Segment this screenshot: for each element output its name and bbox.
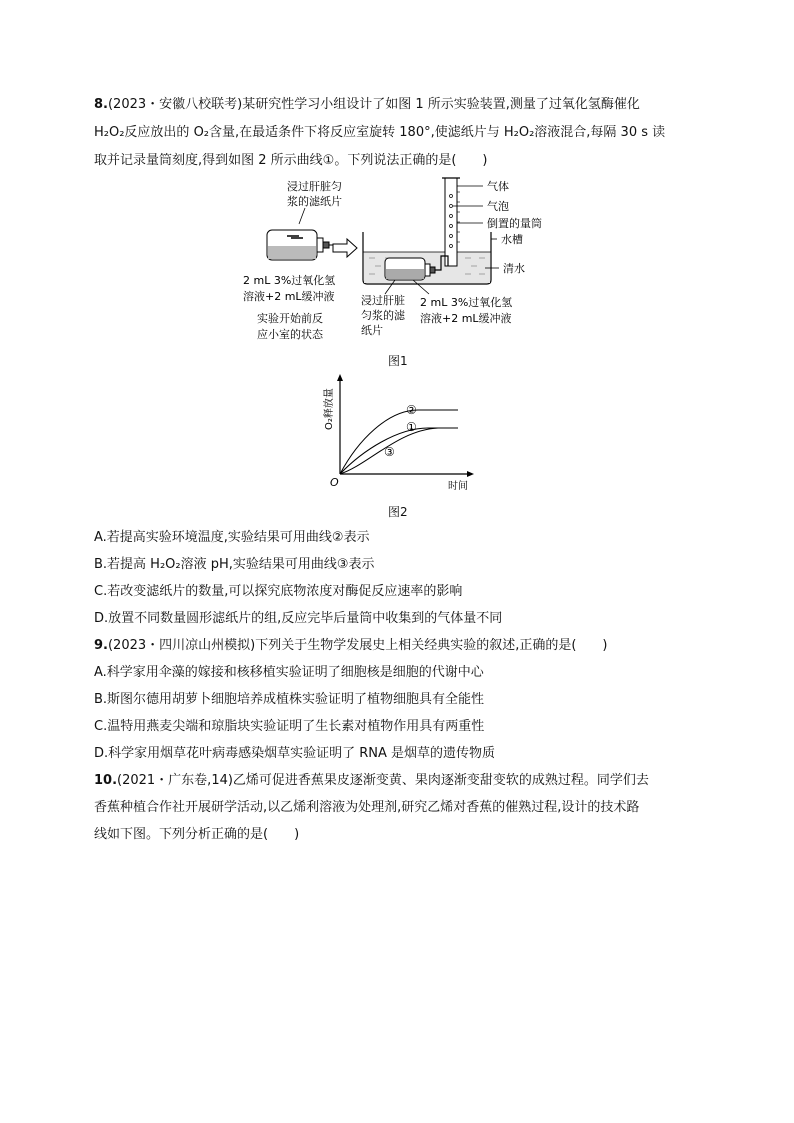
fig2-curve-label-3: ③ bbox=[384, 445, 395, 459]
fig1-paper-label-bottom-2: 匀浆的滤 bbox=[361, 309, 405, 322]
q9-option-b: B.斯图尔德用胡萝卜细胞培养成植株实验证明了植物细胞具有全能性 bbox=[94, 692, 485, 707]
q10-number: 10. bbox=[94, 773, 118, 788]
curve-1 bbox=[340, 428, 458, 474]
fig1-paper-label-top-2: 浆的滤纸片 bbox=[287, 195, 342, 208]
q10-line-3: 线如下图。下列分析正确的是( ) bbox=[94, 827, 300, 842]
q9-stem-text: (2023・四川凉山州模拟)下列关于生物学发展史上相关经典实验的叙述,正确的是( ) bbox=[107, 638, 608, 653]
fig2-curve-label-1: ① bbox=[406, 420, 417, 434]
figure-2-caption: 图2 bbox=[388, 505, 408, 519]
q8-line-1 bbox=[94, 96, 640, 114]
q9-number: 9. bbox=[94, 638, 108, 653]
curve-2 bbox=[340, 410, 458, 474]
q10-line-1 bbox=[94, 772, 649, 790]
reaction-chamber-left bbox=[267, 230, 335, 260]
fig1-solution-label-left-1: 2 mL 3%过氧化氢 bbox=[243, 274, 336, 287]
fig1-state-label-1: 实验开始前反 bbox=[257, 312, 323, 325]
q9-stem bbox=[94, 637, 608, 655]
fig2-ylabel: O₂释放量 bbox=[324, 388, 335, 430]
curve-3 bbox=[340, 428, 458, 474]
fig2-xlabel: 时间 bbox=[448, 481, 468, 492]
q8-number: 8. bbox=[94, 97, 108, 112]
q8-line-2: H₂O₂反应放出的 O₂含量,在最适条件下将反应室旋转 180°,使滤纸片与 H₂O₂溶液混合,每隔 30 s 读 bbox=[94, 125, 666, 140]
q9-option-a: A.科学家用伞藻的嫁接和核移植实验证明了细胞核是细胞的代谢中心 bbox=[94, 665, 484, 680]
fig1-solution-label-right-1: 2 mL 3%过氧化氢 bbox=[420, 296, 513, 309]
q8-option-a: A.若提高实验环境温度,实验结果可用曲线②表示 bbox=[94, 530, 370, 545]
fig1-water-label: 清水 bbox=[503, 262, 525, 275]
fig1-paper-label-bottom-1: 浸过肝脏 bbox=[361, 294, 405, 307]
fig1-solution-label-left-2: 溶液+2 mL缓冲液 bbox=[243, 290, 335, 303]
q8-line-3: 取并记录量筒刻度,得到如图 2 所示曲线①。下列说法正确的是( ) bbox=[94, 153, 488, 168]
fig1-tank-label: 水槽 bbox=[501, 233, 523, 246]
fig1-state-label-2: 应小室的状态 bbox=[257, 328, 323, 341]
q9-option-c: C.温特用燕麦尖端和琼脂块实验证明了生长素对植物作用具有两重性 bbox=[94, 719, 485, 734]
fig1-cylinder-label: 倒置的量筒 bbox=[487, 217, 542, 230]
q8-option-d: D.放置不同数量圆形滤纸片的组,反应完毕后量筒中收集到的气体量不同 bbox=[94, 611, 503, 626]
q8-option-c: C.若改变滤纸片的数量,可以探究底物浓度对酶促反应速率的影响 bbox=[94, 584, 463, 599]
fig1-paper-label-top-1: 浸过肝脏匀 bbox=[287, 180, 342, 193]
q10-line-2: 香蕉种植合作社开展研学活动,以乙烯利溶液为处理剂,研究乙烯对香蕉的催熟过程,设计的技术路 bbox=[94, 800, 640, 815]
fig1-bubble-label: 气泡 bbox=[487, 200, 509, 213]
figure-1-apparatus bbox=[235, 172, 565, 347]
fig1-paper-label-bottom-3: 纸片 bbox=[361, 324, 383, 337]
inverted-cylinder bbox=[442, 178, 460, 266]
q8-option-b: B.若提高 H₂O₂溶液 pH,实验结果可用曲线③表示 bbox=[94, 557, 375, 572]
figure-1-caption: 图1 bbox=[388, 354, 408, 368]
figure-2-graph bbox=[318, 370, 478, 495]
fig1-solution-label-right-2: 溶液+2 mL缓冲液 bbox=[420, 312, 512, 325]
fig1-gas-label: 气体 bbox=[487, 180, 509, 193]
q8-line-1-text: (2023・安徽八校联考)某研究性学习小组设计了如图 1 所示实验装置,测量了过氧化氢酶催化 bbox=[107, 97, 640, 112]
transition-arrow bbox=[333, 239, 357, 257]
q9-option-d: D.科学家用烟草花叶病毒感染烟草实验证明了 RNA 是烟草的遗传物质 bbox=[94, 746, 496, 761]
q10-line-1-text: (2021・广东卷,14)乙烯可促进香蕉果皮逐渐变黄、果肉逐渐变甜变软的成熟过程。同学们去 bbox=[117, 773, 649, 788]
fig2-origin: O bbox=[330, 476, 339, 489]
fig2-curve-label-2: ② bbox=[406, 403, 417, 417]
